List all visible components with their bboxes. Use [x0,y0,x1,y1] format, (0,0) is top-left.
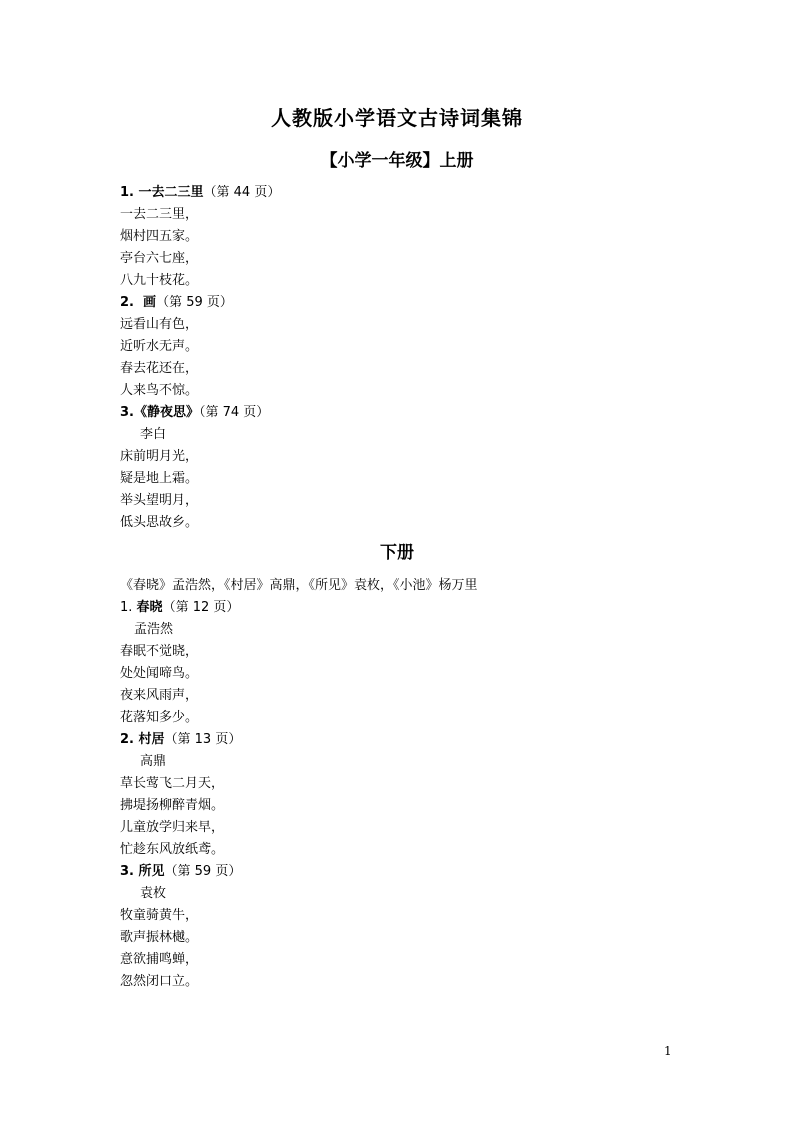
lower-volume-poems [120,575,680,993]
poem-line: 春眠不觉晓， [120,644,199,659]
poem-line: 忙趁东风放纸鸢。 [120,842,225,857]
poem-line: 歌声振林樾。 [120,930,199,945]
poem-line: 花落知多少。 [120,710,199,725]
poem-heading [120,861,680,883]
poem-line: 近听水无声。 [120,339,199,354]
poem-heading [120,729,680,751]
poem-line: 床前明月光， [120,449,199,464]
poem-line: 意欲捕鸣蝉， [120,952,199,967]
poem-line: 牧童骑黄牛， [120,908,199,923]
poem-number: 1. [120,600,137,615]
poem-heading [120,597,680,619]
poem-title: 村居 [138,732,165,747]
poem-author: 李白 [140,427,167,442]
poem-title: 春晓 [136,600,163,615]
poem-heading [120,292,680,314]
poem-page-ref: （第 44 页） [203,185,281,200]
poem-author: 袁枚 [140,886,167,901]
poem-line: 忽然闭口立。 [120,974,199,989]
poem-line: 春去花还在， [120,361,199,376]
poem-line: 拂堤扬柳醉青烟。 [120,798,225,813]
poem-line: 草长莺飞二月天， [120,776,225,791]
poem-line: 儿童放学归来早， [120,820,225,835]
poem-line: 低头思故乡。 [120,515,199,530]
poem-author: 高鼎 [140,754,167,769]
poem-title: 一去二三里 [138,185,204,200]
poem-number: 1. [120,185,139,200]
poem-page-ref: （第 12 页） [162,600,240,615]
poem-line: 烟村四五家。 [120,229,199,244]
poem-line: 人来鸟不惊。 [120,383,199,398]
poem-page-ref: （第 59 页） [156,295,233,310]
poem-title: 所见 [138,864,165,879]
poem-line: 处处闻啼鸟。 [120,666,199,681]
poem-line: 举头望明月， [120,493,199,508]
poem-heading [120,182,680,204]
page-number: 1 [664,1044,672,1058]
section-heading-grade1-lower: 下册 [380,543,414,563]
poem-title: 《静夜思》 [133,405,199,420]
poem-line: 亭台六七座， [120,251,199,266]
poem-number: 3. [120,405,134,420]
upper-volume-poems [120,182,680,534]
lower-volume-summary: 《春晓》孟浩然，《村居》高鼎，《所见》袁枚，《小池》杨万里 [120,578,478,593]
poem-number: 2. [120,295,144,310]
poem-line: 八九十枝花。 [120,273,199,288]
poem-page-ref: （第 59 页） [164,864,242,879]
poem-heading [120,402,680,424]
poem-line: 一去二三里， [120,207,199,222]
poem-number: 2. [120,732,139,747]
poem-line: 远看山有色， [120,317,199,332]
section-heading-grade1-upper: 【小学一年级】上册 [320,151,474,171]
poem-page-ref: （第 13 页） [164,732,242,747]
poem-number: 3. [120,864,139,879]
document-title: 人教版小学语文古诗词集锦 [271,106,523,130]
poem-line: 疑是地上霜。 [120,471,199,486]
poem-author: 孟浩然 [134,622,174,637]
poem-line: 夜来风雨声， [120,688,199,703]
poem-page-ref: （第 74 页） [199,405,270,420]
poem-title: 画 [143,295,157,310]
